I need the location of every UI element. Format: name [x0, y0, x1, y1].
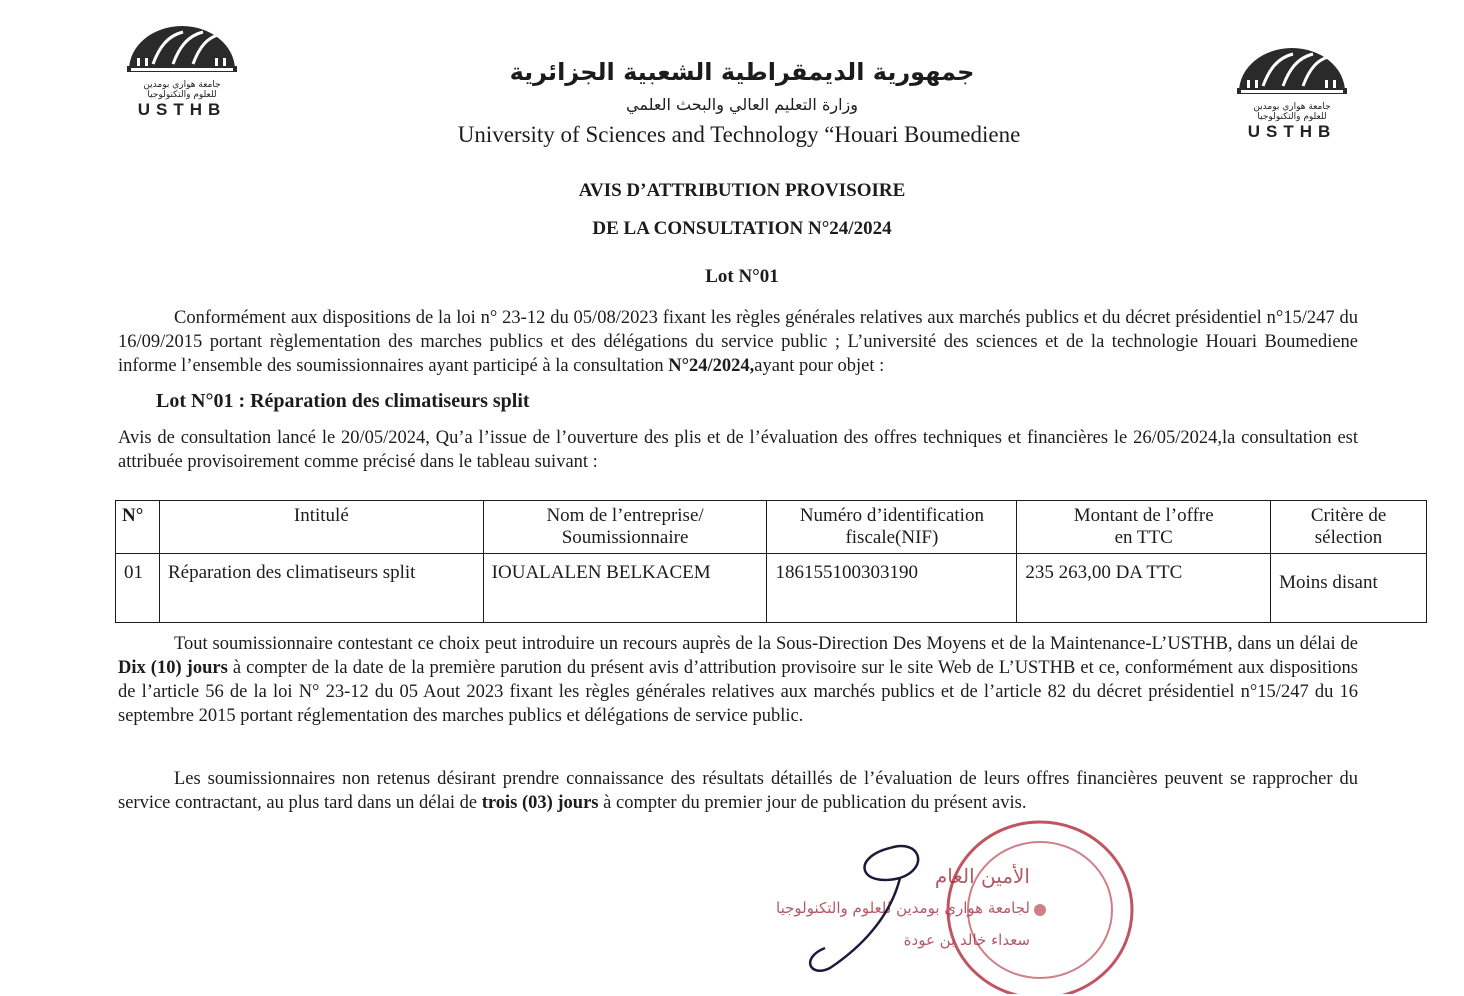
intro-text: Conformément aux dispositions de la loi n° 23-12 du 05/08/2023 fixant les règles générales relatives aux marchés publics et du décret présidentiel n°15/247 du 16/09/2015 portant règlementation des marches publics et des délégations du service public ; L’université des sciences et de la technologie Houari Boumediene informe l’ensemble des soumissionnaires ayant participé à la consultation	[118, 308, 1358, 376]
table-header-row	[116, 501, 1427, 554]
non-retained-text-2: à compter du premier jour de publication du présent avis.	[598, 793, 1027, 813]
cell-num: 01	[116, 554, 160, 623]
cell-amount: 235 263,00 DA TTC	[1017, 554, 1271, 623]
logo-arabic-line1: جامعة هواري بومدين	[1253, 102, 1331, 112]
non-retained-deadline: trois (03) jours	[481, 793, 599, 813]
header-num: N°	[116, 501, 160, 554]
attribution-table	[115, 500, 1427, 623]
handwritten-signature-icon	[740, 828, 960, 978]
non-retained-text-1: Les soumissionnaires non retenus désirant prendre connaissance des résultats détaillés de l’évaluation de leurs offres financières peuvent se rapprocher du service contractant, au plus tard dans un délai de	[118, 769, 1358, 813]
appeal-text-2: à compter de la date de la première parution du présent avis d’attribution provisoire sur le site Web de L’USTHB et ce, conformément aux dispositions de l’article 56 de la loi N° 23-12 du 05 Aout 2023 fixant les règles générales relatives aux marchés publics et de l’article 82 du décret présidentiel n°15/247 du 16 septembre 2015 portant réglementation des marches publics et délégations de service public.	[118, 658, 1359, 726]
cell-criteria: Moins disant	[1271, 554, 1427, 623]
document-title-line1: AVIS D’ATTRIBUTION PROVISOIRE	[578, 180, 906, 201]
header-company: Nom de l’entreprise/ Soumissionnaire	[483, 501, 767, 554]
header-arabic-ministry: وزارة التعليم العالي والبحث العلمي	[626, 95, 858, 114]
cell-company: IOUALALEN BELKACEM	[483, 554, 767, 623]
signature-name: سعداء خالد بن عودة	[903, 931, 1030, 949]
appeal-paragraph	[118, 632, 1358, 728]
intro-consultation-ref: N°24/2024,	[668, 356, 755, 376]
logo-abbreviation: USTHB	[137, 100, 227, 119]
document-title-line2: DE LA CONSULTATION N°24/2024	[592, 218, 892, 239]
cell-title: Réparation des climatiseurs split	[159, 554, 483, 623]
appeal-text-1: Tout soumissionnaire contestant ce choix peut introduire un recours auprès de la Sous-Direction Des Moyens et de la Maintenance-L’USTHB, dans un délai de	[174, 634, 1358, 654]
official-stamp-icon	[940, 818, 1140, 994]
table-row	[116, 554, 1427, 623]
logo-abbreviation: USTHB	[1247, 122, 1337, 141]
header-title: Intitulé	[159, 501, 483, 554]
header-criteria: Critère de sélection	[1271, 501, 1427, 554]
consultation-text: Avis de consultation lancé le 20/05/2024, Qu’a l’issue de l’ouverture des plis et de l’évaluation des offres techniques et financières le 26/05/2024,la consultation est attribuée provisoirement comme précisé dans le tableau suivant :	[118, 428, 1358, 472]
signature-title: الأمين العام	[934, 864, 1030, 888]
header-university-name: University of Sciences and Technology “Houari Boumediene	[457, 122, 1021, 147]
logo-arabic-line2: للعلوم والتكنولوجيا	[147, 90, 217, 100]
intro-tail: ayant pour objet :	[754, 356, 885, 376]
lot-subject-line: Lot N°01 : Réparation des climatiseurs split	[156, 390, 530, 412]
signature-institution: لجامعة هواري بومدين للعلوم والتكنولوجيا	[776, 899, 1030, 917]
cell-nif: 186155100303190	[767, 554, 1017, 623]
logo-arabic-line1: جامعة هواري بومدين	[143, 80, 221, 90]
logo-arabic-line2: للعلوم والتكنولوجيا	[1257, 112, 1327, 122]
header-nif: Numéro d’identification fiscale(NIF)	[767, 501, 1017, 554]
intro-paragraph	[118, 306, 1358, 378]
lot-heading: Lot N°01	[705, 266, 779, 287]
appeal-deadline: Dix (10) jours	[118, 658, 228, 678]
consultation-paragraph	[118, 426, 1358, 474]
header-amount: Montant de l’offre en TTC	[1017, 501, 1271, 554]
non-retained-paragraph	[118, 767, 1358, 815]
header-arabic-republic: جمهورية الديمقراطية الشعبية الجزائرية	[509, 58, 975, 86]
